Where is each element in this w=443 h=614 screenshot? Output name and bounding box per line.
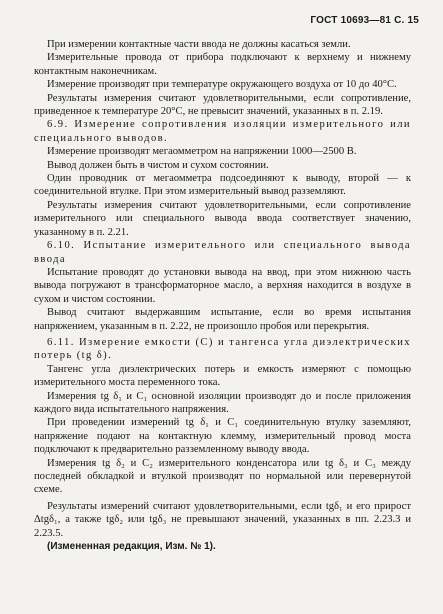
section-heading-6-9: 6.9. Измерение сопротивления изоляции измерительного или специального выводов. (34, 119, 411, 144)
paragraph: Результаты измерения считают удовлетворительными, если сопротивление, приведенное к температуре 20°С, не превысит значений, указанных в п. 2.19. (34, 92, 411, 118)
paragraph: При измерении контактные части ввода не должны касаться земли. (47, 39, 351, 50)
section-heading-6-11: 6.11. Измерение емкости (С) и тангенса угла диэлектрических потерь (tg δ). (34, 336, 411, 362)
paragraph: Один проводник от мегаомметра подсоединяют к выводу, второй — к соединительной втулке. При этом измерительный вывод разземляют. (34, 173, 411, 198)
paragraph: Испытание проводят до установки вывода на ввод, при этом нижнюю часть вывода погружают в трансформаторное масло, а верхняя находится в воздухе в сухом и чистом состоянии. (34, 266, 411, 305)
paragraph: Измерительные провода от прибора подключают к верхнему и нижнему контактным наконечникам. (34, 52, 411, 77)
paragraph: Вывод считают выдержавшим испытание, если во время испытания напряжением, указанным в п. 2.22, не произошло пробоя или перекрытия. (34, 307, 411, 332)
paragraph: При проведении измерений tg δ₁ и С₁ соединительную втулку заземляют, напряжение подают на контактную клемму, измерительный провод моста подключают к предварительно разземленному выводу ввода. (34, 417, 411, 456)
document-body (34, 38, 411, 553)
paragraph: Измерение производят при температуре окружающего воздуха от 10 до 40°С. (47, 79, 397, 91)
paragraph: Вывод должен быть в чистом и сухом состоянии. (47, 159, 269, 171)
section-heading-6-10: 6.10. Испытание измерительного или специального вывода ввода (34, 240, 411, 265)
paragraph: Измерение производят мегаомметром на напряжении 1000—2500 В. (47, 146, 357, 158)
paragraph: Измерения tg δ₂ и С₂ измерительного конденсатора или tg δ₃ и С₃ между последней обкладкой и втулкой производят по нормальной или перевернутой схеме. (34, 457, 411, 496)
page-header: ГОСТ 10693—81 С. 15 (310, 15, 419, 26)
paragraph: Результаты измерений считают удовлетворительными, если tgδ₁ и его прирост Δtgδ₁, а также tgδ₂ или tgδ₃ не превышают значений, указанных в пп. 2.23.3 и 2.23.5. (34, 500, 411, 539)
paragraph: Тангенс угла диэлектрических потерь и емкость измеряют с помощью измерительного моста переменного тока. (34, 363, 411, 389)
amendment-note: (Измененная редакция, Изм. № 1). (47, 541, 216, 553)
paragraph: Измерения tg δ₁ и С₁ основной изоляции производят до и после приложения каждого вида испытательного напряжения. (34, 390, 411, 415)
paragraph: Результаты измерения считают удовлетворительными, если сопротивление измерительного или специального вывода ввода соответствует значению, указанному в п. 2.21. (34, 199, 411, 238)
